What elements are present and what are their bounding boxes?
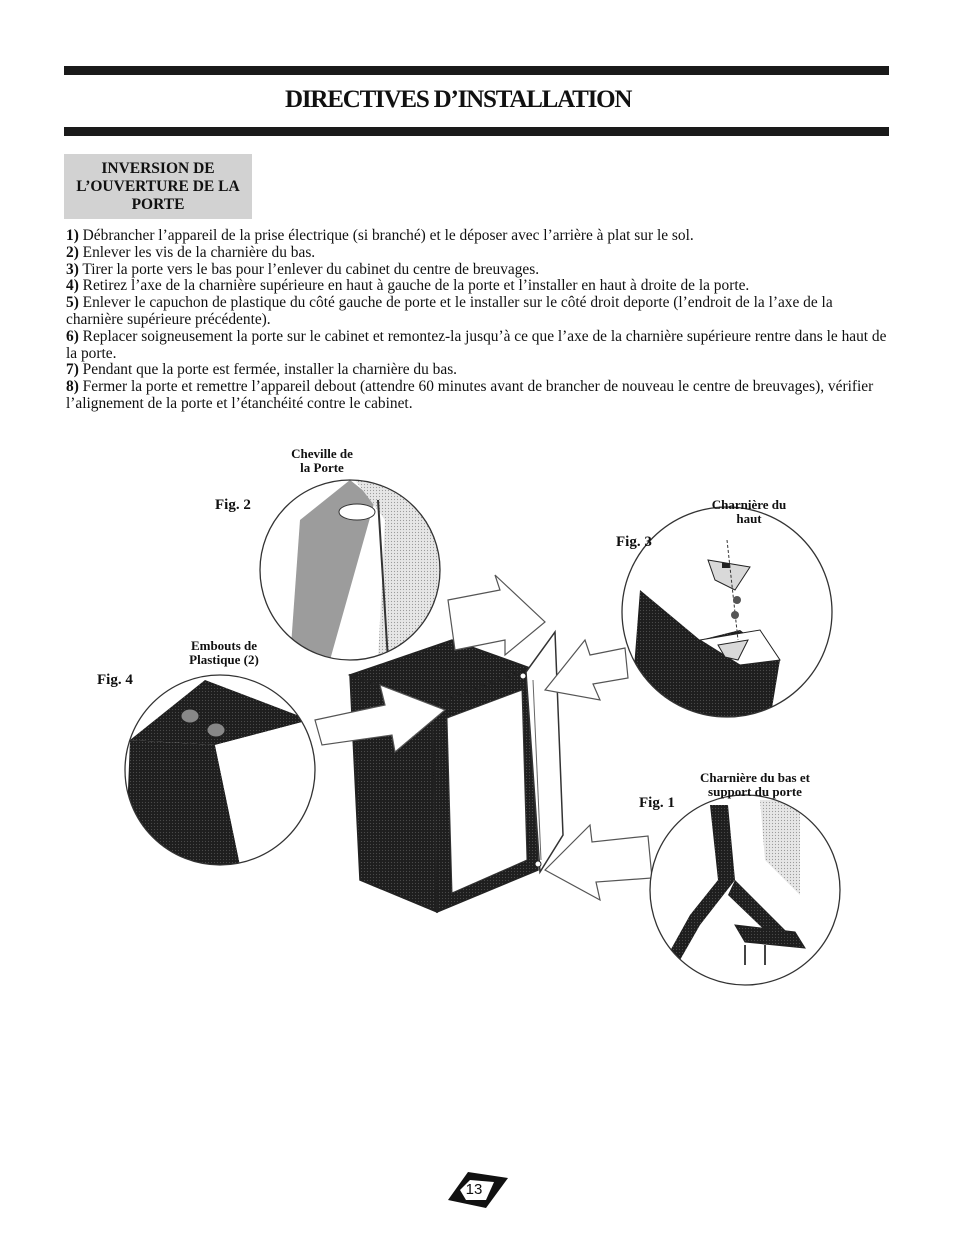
fig4-detail xyxy=(125,675,315,865)
step-5: 5) Enlever le capuchon de plastique du côté gauche de porte et le installer sur le côté droit deporte (l’endroit de la l’axe de la charnière supérieure précédente). xyxy=(66,294,833,328)
step-2: 2) Enlever les vis de la charnière du bas. xyxy=(66,243,316,261)
cabinet-drawing xyxy=(350,632,563,912)
fig3-label: Fig. 3 xyxy=(616,534,652,550)
step-4: 4) Retirez l’axe de la charnière supérieure en haut à gauche de la porte et l’installer en haut à droite de la porte. xyxy=(66,277,750,295)
fig2-callout: Cheville de la Porte xyxy=(291,446,353,475)
fig3-detail xyxy=(620,505,835,720)
section-heading: INVERSION DE L’OUVERTURE DE LA PORTE xyxy=(76,159,240,213)
page-title: DIRECTIVES D’INSTALLATION xyxy=(285,86,632,113)
fig3-callout: Charnière du haut xyxy=(711,497,787,526)
page-number: 13 xyxy=(465,1181,483,1198)
fig1-callout: Charnière du bas et support du porte xyxy=(700,770,810,799)
step-8: 8) Fermer la porte et remettre l’appareil debout (attendre 60 minutes avant de brancher de nouveau le centre de breuvages), vérifier l’alignement de la porte et l’étanchéité contre le cabinet. xyxy=(66,378,874,412)
fig2-detail xyxy=(258,478,443,663)
fig2-label: Fig. 2 xyxy=(215,497,251,513)
step-6: 6) Replacer soigneusement la porte sur le cabinet et remontez-la jusqu’à ce que l’axe de la charnière supérieure rentre dans le haut de la porte. xyxy=(66,327,887,362)
fig1-detail xyxy=(648,793,843,988)
step-7: 7) Pendant que la porte est fermée, installer la charnière du bas. xyxy=(66,361,458,379)
fig4-label: Fig. 4 xyxy=(97,672,133,688)
step-3: 3) Tirer la porte vers le bas pour l’enlever du cabinet du centre de breuvages. xyxy=(66,260,540,278)
step-1: 1) Débrancher l’appareil de la prise électrique (si branché) et le déposer avec l’arrière à plat sur le sol. xyxy=(66,227,694,244)
fig4-callout: Embouts de Plastique (2) xyxy=(189,638,259,667)
fig1-label: Fig. 1 xyxy=(639,795,675,811)
